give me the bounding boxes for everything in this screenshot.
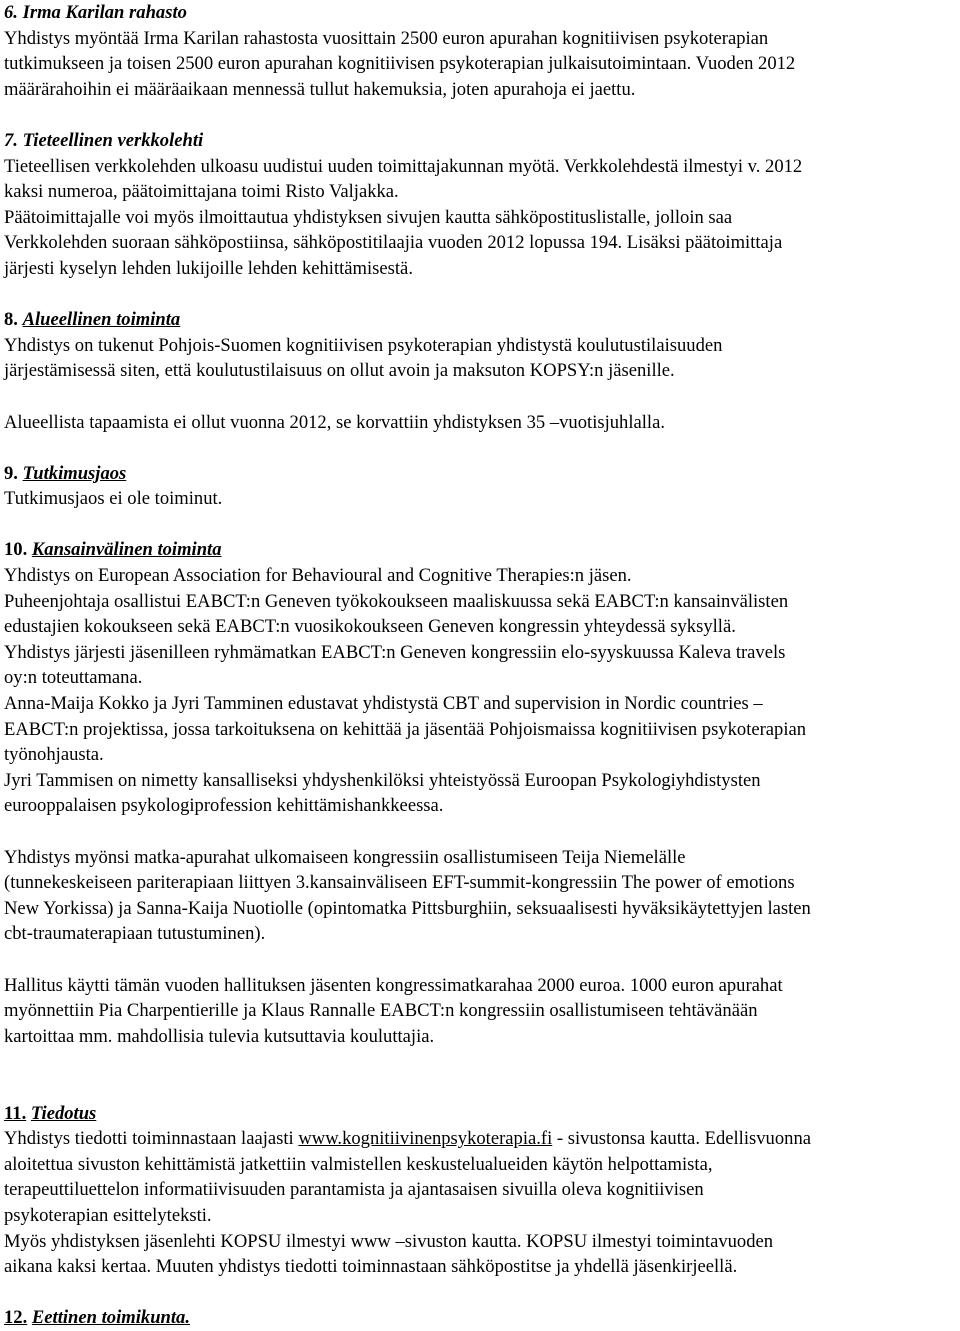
section-11-heading: 11. Tiedotus: [4, 1102, 97, 1124]
section-9-heading: 9. Tutkimusjaos: [4, 462, 127, 484]
section-7-line-1: Tieteellisen verkkolehden ulkoasu uudistui uuden toimittajakunnan myötä. Verkkolehdestä ilmestyi v. 2012: [4, 155, 803, 177]
section-11-line-1: Yhdistys tiedotti toiminnastaan laajasti www.kognitiivinenpsykoterapia.fi - sivustonsa kautta. Edellisvuonna: [4, 1128, 811, 1150]
section-10-line-10: eurooppalaisen psykologiprofession kehittämishankkeessa.: [4, 795, 444, 817]
section-10-line-8: työnohjausta.: [4, 744, 104, 766]
website-link[interactable]: www.kognitiivinenpsykoterapia.fi: [298, 1128, 553, 1150]
section-10-line-12: (tunnekeskeiseen pariterapiaan liittyen 3.kansainväliseen EFT-summit-kongressiin The power of emotions: [4, 872, 795, 894]
section-10-line-15: Hallitus käytti tämän vuoden hallituksen jäsenten kongressimatkarahaa 2000 euroa. 1000 euron apurahat: [4, 974, 783, 996]
section-8-line-3: Alueellista tapaamista ei ollut vuonna 2012, se korvattiin yhdistyksen 35 –vuotisjuhlalla.: [4, 411, 666, 433]
section-11-line-2: aloitettua sivuston kehittämistä jatkettiin valmistellen keskustelualueiden käytön helpottamista,: [4, 1153, 713, 1175]
section-7-heading: 7. Tieteellinen verkkolehti: [4, 129, 204, 151]
document-page: [4, 0, 958, 1331]
section-10-line-4: Yhdistys järjesti jäsenilleen ryhmämatkan EABCT:n Geneven kongressiin elo-syyskuussa Kaleva travels: [4, 641, 786, 663]
section-7-line-5: järjesti kyselyn lehden lukijoille lehden kehittämisestä.: [4, 257, 413, 279]
section-8-line-1: Yhdistys on tukenut Pohjois-Suomen kognitiivisen psykoterapian yhdistystä koulutustilaisuuden: [4, 334, 723, 356]
section-10-line-13: New Yorkissa) ja Sanna-Kaija Nuotiolle (opintomatka Pittsburghiin, seksuaalisesti hyväksikäytettyjen lasten: [4, 897, 811, 919]
section-10-line-2: Puheenjohtaja osallistui EABCT:n Geneven työkokoukseen maaliskuussa sekä EABCT:n kansainvälisten: [4, 590, 789, 612]
section-11-line-6: aikana kaksi kertaa. Muuten yhdistys tiedotti toiminnastaan sähköpostitse ja yhdellä jäsenkirjeellä.: [4, 1256, 738, 1278]
section-10-line-14: cbt-traumaterapiaan tutustuminen).: [4, 923, 266, 945]
section-10-line-9: Jyri Tammisen on nimetty kansalliseksi yhdyshenkilöksi yhteistyössä Euroopan Psykologiyhdistysten: [4, 769, 761, 791]
section-8-line-2: järjestämisessä siten, että koulutustilaisuus on ollut avoin ja maksuton KOPSY:n jäsenille.: [4, 360, 675, 382]
section-10-line-11: Yhdistys myönsi matka-apurahat ulkomaiseen kongressiin osallistumiseen Teija Niemelälle: [4, 846, 686, 868]
section-10-line-7: EABCT:n projektissa, jossa tarkoituksena on kehittää ja jäsentää Pohjoismaissa kognitiivisen psykoterapian: [4, 718, 807, 740]
section-7-line-2: kaksi numeroa, päätoimittajana toimi Risto Valjakka.: [4, 181, 399, 203]
section-11-line-3: terapeuttiluettelon informatiivisuuden parantamista ja ajantasaisen sivuilla oleva kognitiivisen: [4, 1179, 704, 1201]
section-10-line-3: edustajien kokoukseen sekä EABCT:n vuosikokoukseen Geneven kongressin yhteydessä syksyllä.: [4, 616, 736, 638]
section-7-line-4: Verkkolehden suoraan sähköpostiinsa, sähköpostitilaajia vuoden 2012 lopussa 194. Lisäksi päätoimittaja: [4, 232, 783, 254]
section-10-heading: 10. Kansainvälinen toiminta: [4, 539, 222, 561]
section-6-line-3: määrärahoihin ei määräaikaan mennessä tullut hakemuksia, joten apurahoja ei jaettu.: [4, 78, 636, 100]
section-8-heading: 8. Alueellinen toiminta: [4, 309, 181, 331]
section-6-heading: 6. Irma Karilan rahasto: [4, 2, 187, 23]
section-12-heading: 12. Eettinen toimikunta.: [4, 1307, 190, 1329]
section-10-line-17: kartoittaa mm. mahdollisia tulevia kutsuttavia kouluttajia.: [4, 1025, 435, 1047]
section-7-line-3: Päätoimittajalle voi myös ilmoittautua yhdistyksen sivujen kautta sähköpostituslistalle, jolloin saa: [4, 206, 733, 228]
section-6-line-2: tutkimukseen ja toisen 2500 euron apurahan kognitiivisen psykoterapian julkaisutoimintaan. Vuoden 2012: [4, 53, 796, 75]
section-11-line-4: psykoterapian esittelyteksti.: [4, 1204, 212, 1226]
section-6-line-1: Yhdistys myöntää Irma Karilan rahastosta vuosittain 2500 euron apurahan kognitiivisen psykoterapian: [4, 27, 769, 49]
section-10-line-16: myönnettiin Pia Charpentierille ja Klaus Rannalle EABCT:n kongressiin osallistumiseen tehtävänään: [4, 1000, 758, 1022]
section-10-line-6: Anna-Maija Kokko ja Jyri Tamminen edustavat yhdistystä CBT and supervision in Nordic countries –: [4, 693, 763, 715]
section-10-line-5: oy:n toteuttamana.: [4, 667, 143, 689]
section-11-line-5: Myös yhdistyksen jäsenlehti KOPSU ilmestyi www –sivuston kautta. KOPSU ilmestyi toimintavuoden: [4, 1230, 774, 1252]
section-10-line-1: Yhdistys on European Association for Behavioural and Cognitive Therapies:n jäsen.: [4, 565, 632, 587]
section-9-line-1: Tutkimusjaos ei ole toiminut.: [4, 488, 223, 510]
